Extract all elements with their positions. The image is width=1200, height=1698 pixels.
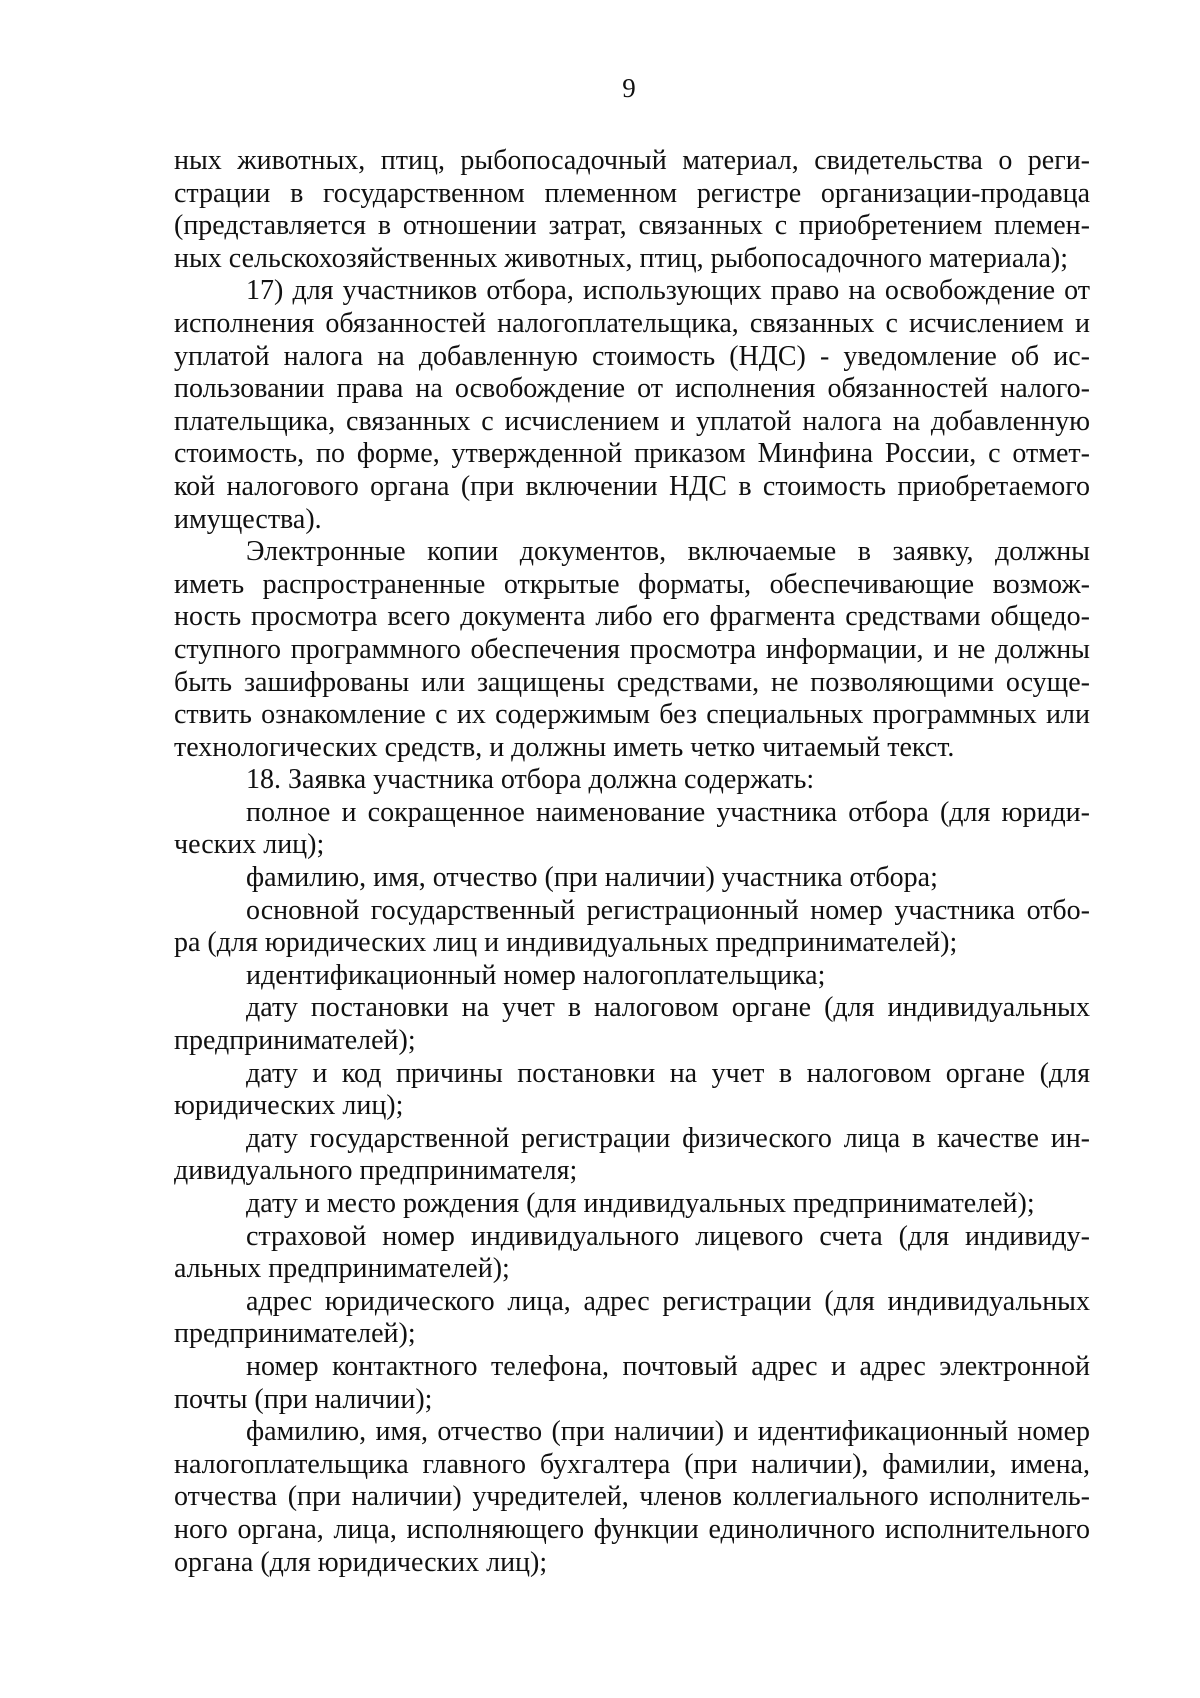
text-line: быть зашифрованы или защищены средствами, не позволяющими осуще- bbox=[174, 666, 1090, 698]
text-line: кой налогового органа (при включении НДС в стоимость приобретаемого bbox=[174, 470, 1090, 502]
text-line: дату и место рождения (для индивидуальных предпринимателей); bbox=[246, 1188, 1035, 1219]
page-number: 9 bbox=[622, 73, 636, 103]
text-line: ра (для юридических лиц и индивидуальных предпринимателей); bbox=[174, 927, 958, 959]
text-line: 17) для участников отбора, использующих право на освобождение от bbox=[246, 275, 1090, 307]
text-line: имущества). bbox=[174, 503, 322, 535]
text-line: юридических лиц); bbox=[174, 1090, 404, 1122]
text-line: идентификационный номер налогоплательщика; bbox=[246, 959, 826, 991]
document-body bbox=[174, 145, 1090, 1579]
text-line: основной государственный регистрационный номер участника отбо- bbox=[246, 894, 1090, 926]
text-line: полное и сокращенное наименование участника отбора (для юриди- bbox=[246, 796, 1090, 828]
text-line: ческих лиц); bbox=[174, 829, 325, 861]
text-line: ных сельскохозяйственных животных, птиц, рыбопосадочного материала); bbox=[174, 242, 1069, 274]
text-line: плательщика, связанных с исчислением и уплатой налога на добавленную bbox=[174, 405, 1090, 437]
text-line: ных животных, птиц, рыбопосадочный материал, свидетельства о реги- bbox=[174, 145, 1090, 176]
text-line: отчества (при наличии) учредителей, членов коллегиального исполнитель- bbox=[174, 1481, 1090, 1513]
text-line: налогоплательщика главного бухгалтера (при наличии), фамилии, имена, bbox=[174, 1448, 1090, 1480]
text-line: страции в государственном племенном регистре организации-продавца bbox=[174, 177, 1090, 209]
text-line: дату государственной регистрации физического лица в качестве ин- bbox=[246, 1122, 1090, 1154]
text-line: ствить ознакомление с их содержимым без специальных программных или bbox=[174, 699, 1090, 731]
text-line: предпринимателей); bbox=[174, 1025, 416, 1057]
text-line: номер контактного телефона, почтовый адрес и адрес электронной bbox=[246, 1350, 1090, 1382]
text-line: пользовании права на освобождение от исполнения обязанностей налого- bbox=[174, 373, 1090, 405]
text-line: стоимость, по форме, утвержденной приказом Минфина России, с отмет- bbox=[174, 438, 1090, 470]
text-line: дату и код причины постановки на учет в налоговом органе (для bbox=[246, 1057, 1090, 1089]
text-line: фамилию, имя, отчество (при наличии) участника отбора; bbox=[246, 862, 938, 894]
text-line: альных предпринимателей); bbox=[174, 1253, 510, 1285]
text-line: ного органа, лица, исполняющего функции единоличного исполнительного bbox=[174, 1513, 1090, 1545]
text-line: фамилию, имя, отчество (при наличии) и идентификационный номер bbox=[246, 1416, 1090, 1448]
text-line: адрес юридического лица, адрес регистрации (для индивидуальных bbox=[246, 1285, 1090, 1317]
text-line: ность просмотра всего документа либо его фрагмента средствами общедо- bbox=[174, 601, 1090, 633]
text-line: страховой номер индивидуального лицевого счета (для индивиду- bbox=[246, 1220, 1090, 1252]
text-line: технологических средств, и должны иметь четко читаемый текст. bbox=[174, 731, 955, 763]
text-line: дату постановки на учет в налоговом органе (для индивидуальных bbox=[246, 992, 1090, 1024]
text-line: (представляется в отношении затрат, связанных с приобретением племен- bbox=[174, 210, 1090, 242]
text-line: Электронные копии документов, включаемые в заявку, должны bbox=[246, 536, 1090, 568]
text-line: 18. Заявка участника отбора должна содержать: bbox=[246, 764, 815, 796]
text-line: исполнения обязанностей налогоплательщика, связанных с исчислением и bbox=[174, 307, 1090, 339]
text-line: дивидуального предпринимателя; bbox=[174, 1155, 578, 1187]
text-line: предпринимателей); bbox=[174, 1318, 416, 1350]
text-line: органа (для юридических лиц); bbox=[174, 1546, 548, 1578]
text-line: уплатой налога на добавленную стоимость (НДС) - уведомление об ис- bbox=[174, 340, 1090, 372]
text-line: почты (при наличии); bbox=[174, 1383, 433, 1415]
text-line: иметь распространенные открытые форматы, обеспечивающие возмож- bbox=[174, 568, 1090, 600]
text-line: ступного программного обеспечения просмотра информации, и не должны bbox=[174, 633, 1090, 665]
